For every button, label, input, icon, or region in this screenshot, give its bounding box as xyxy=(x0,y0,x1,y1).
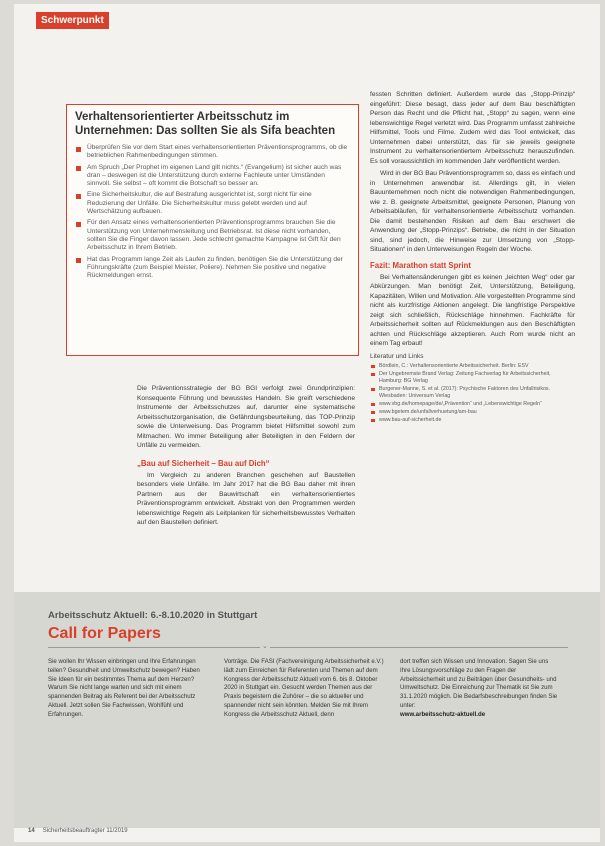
event-link[interactable]: www.arbeitsschutz-aktuell.de xyxy=(400,710,486,718)
middle-subheading: „Bau auf Sicherheit – Bau auf Dich“ xyxy=(137,458,270,468)
literature-item: www.vbg.de/homepage/de/„Prävention“ und „Lebenswichtige Regeln“ xyxy=(370,401,575,408)
checklist-item: Am Spruch „Der Prophet im eigenen Land gilt nichts.“ (Evangelium) ist sicher auch was dran – deswegen ist die Unterstützung durch externe Fachleute unter Umständen sinnvoll. Sie selbst – oft kommt die Botschaft so besser an. xyxy=(75,164,350,189)
checklist-item: Für den Ansatz eines verhaltensorientierten Präventionsprogramms brauchen Sie die Unterstützung von Unternehmensleitung und Betriebsrat. Ist diese nicht vorhanden, sollten Sie die Finger davon lassen. Jede schlecht gemachte Kampagne ist Gift für den Arbeitsschutz in Ihrem Betrieb. xyxy=(75,219,350,252)
right-paragraph-2: Wird in der BG Bau Präventionsprogramm so, dass es einfach und in Unternehmen anwendbar ist. Allerdings gilt, in vielen Bauunternehmen noch nicht die notwendigen Rahmenbedingungen, wie z. B. geeignete Arbeitsmittel, geeignete Personen, Planung von Arbeitsabläufen, für verhaltensorientierte Arbeitsschutz vorhanden. Die damit bestehenden Risiken auf dem Bau erschwert die Anwendung der „Stopp-Prinzips“. Betriebe, die nicht in der Situation sind, sind jedoch, die Hinweise zur Umsetzung von „Stopp-Situationen“ in den Unterweisungen Regeln der Woche. xyxy=(370,170,575,253)
event-text-2: Vorträge. Die FASI (Fachvereinigung Arbeitssicherheit e.V.) lädt zum Einreichen für Referenten und Themen auf dem Kongress der Arbeitsschutz Aktuell vom 6. bis 8. Oktober 2020 in Stuttgart ein. Gesucht werden Themen aus der Praxis begeistern die Zuhörer – die so aktueller und spannender nicht sein könnten. Melden Sie mit Ihrem Kongress die Arbeitsschutz Aktuell, denn xyxy=(224,658,384,718)
checklist-box xyxy=(66,104,359,356)
right-paragraph-1: fessten Schritten definiert. Außerdem wurde das „Stopp-Prinzip“ eingeführt: Diese besagt, dass jeder auf dem Bau beschäftigten Person das Recht und die Pflicht hat, „Stopp“ zu sagen, wenn eine lebenswichtige Regel verletzt wird. Das Programm umfasst zahlreiche Hilfsmittel, Tools und Filme. Zudem wird das Tool entwickelt, das Unternehmen dabei unterstützt, das für sie jeweils geeignete Instrument zu verhaltensorientiertem Arbeitsschutz herauszufinden. Es soll voraussichtlich im kommenden Jahr veröffentlicht werden. xyxy=(370,91,575,165)
middle-paragraph-2: Im Vergleich zu anderen Branchen geschehen auf Baustellen besonders viele Unfälle. Im Jahr 2017 hat die BG Bau daher mit ihren Partnern aus der Bauwirtschaft ein verhaltensorientiertes Präventionsprogramm entwickelt. Abstrakt von den Programmen werden lebenswichtige Regeln als Leitplanken für sicherheitsbewusstes Verhalten auf den Baustellen definiert. xyxy=(137,471,355,526)
checklist-title: Verhaltensorientierter Arbeitsschutz im Unternehmen: Das sollten Sie als Sifa beachten xyxy=(75,111,336,137)
literature-item: Der Ungebremste Brand Verlag: Zeitung Fachverlag für Arbeitssicherheit, Hamburg: BG Verlag xyxy=(370,371,575,385)
event-text-1: Sie wollen Ihr Wissen einbringen und Ihre Erfahrungen teilen? Gesundheit und Umweltschutz bewegen? Haben Sie Ideen für ein bestimmtes Thema auf dem Herzen? Warum Sie nicht lange warten und sich mit einem spannenden Beitrag als Referent bei der Arbeitsschutz Aktuell. Jetzt sollen Sie Fachwissen, Wohlfühl und Erfahrungen. xyxy=(48,658,200,718)
right-subheading: Fazit: Marathon statt Sprint xyxy=(370,260,471,270)
call-for-papers-box xyxy=(14,592,600,828)
section-tag: Schwerpunkt xyxy=(36,12,109,29)
event-column-2 xyxy=(224,658,384,720)
checklist-item: Hat das Programm lange Zeit als Laufen zu finden, benötigen Sie die Unterstützung der Führungskräfte (zum Beispiel Meister, Poliere). Nehmen Sie positive und negative Rückmeldungen ernst. xyxy=(75,256,350,281)
chevron-down-icon: ⌄ xyxy=(262,643,268,650)
literature-item: www.bau-auf-sicherheit.de xyxy=(370,417,575,424)
call-for-papers-headline: Call for Papers xyxy=(48,625,161,642)
checklist-item: Überprüfen Sie vor dem Start eines verhaltensorientierten Präventionsprogramms, ob die betrieblichen Rahmenbedingungen stimmen. xyxy=(75,144,350,161)
literature-item: www.bgetem.de/unfallverhuetung/am-bau xyxy=(370,409,575,416)
event-text-3: dort treffen sich Wissen und Innovation. Sagen Sie uns Ihre Lösungsvorschläge zu den Fragen der Arbeitssicherheit und zu Beiträgen über Gesundheits- und Umweltschutz. Die Einreichung zur Thematik ist Sie zum 31.1.2020 möglich. Die Bedarfsbeschreibungen finden Sie unter: xyxy=(400,658,558,709)
event-column-3 xyxy=(400,658,560,720)
event-column-1 xyxy=(48,658,208,720)
middle-column xyxy=(137,384,355,528)
literature-title: Literatur und Links xyxy=(370,352,424,360)
right-paragraph-3: Bei Verhaltensänderungen gibt es keinen „leichten Weg“ oder gar Abkürzungen. Man benötigt Zeit, Unterstützung, Beteiligung, Kapazitäten, Willen und Motivation. Alle vorgestellten Programme sind nicht als kurzfristige Aktionen angelegt. Die langfristige Perspektive zeigt sich schließlich, Rückschläge hinnehmen. Fachkräfte für Arbeitssicherheit sollten auf Rückmeldungen aus den Beschäftigten achten und Rückschläge akzeptieren. Auch Rom wurde nicht an einem Tag erbaut! xyxy=(370,273,575,347)
literature-item: Bördlein, C.: Verhaltensorientierte Arbeitssicherheit. Berlin: ESV xyxy=(370,363,575,370)
divider xyxy=(48,647,568,648)
event-line: Arbeitsschutz Aktuell: 6.-8.10.2020 in Stuttgart xyxy=(48,610,258,621)
checklist-item: Eine Sicherheitskultur, die auf Bestrafung ausgerichtet ist, sorgt nicht für eine Reduzierung der Unfälle. Die Sicherheitskultur muss gelebt werden und auf Wertschätzung aufbauen. xyxy=(75,191,350,216)
page-number: 14 xyxy=(28,828,35,834)
magazine-page xyxy=(14,4,600,842)
checklist-list xyxy=(75,144,350,280)
literature-item: Burgener-Manne, S. et al. (2017): Psychische Faktoren des Unfallrisikos. Wiesbaden: Universum Verlag xyxy=(370,386,575,400)
right-column xyxy=(370,90,575,425)
literature-list xyxy=(370,363,575,424)
publication-name: Sicherheitsbeauftragter 11/2019 xyxy=(42,828,128,834)
page-footer xyxy=(28,828,128,834)
middle-paragraph-1: Die Präventionsstrategie der BG BGI verfolgt zwei Grundprinzipien: Konsequente Führung und bewusstes Handeln. Sie greift verschiedene Instrumente der Arbeitsschutzes auf, darunter eine systematische Arbeitsschutzorganisation, die Gefährdungsbeurteilung, das TOP-Prinzip sowie die Unterweisung. Das Programm bietet Hilfsmittel sowohl zum Mitmachen. Wo immer Beteiligung aller Beteiligten in den Feldern der Unfälle zu vermeiden. xyxy=(137,385,355,449)
